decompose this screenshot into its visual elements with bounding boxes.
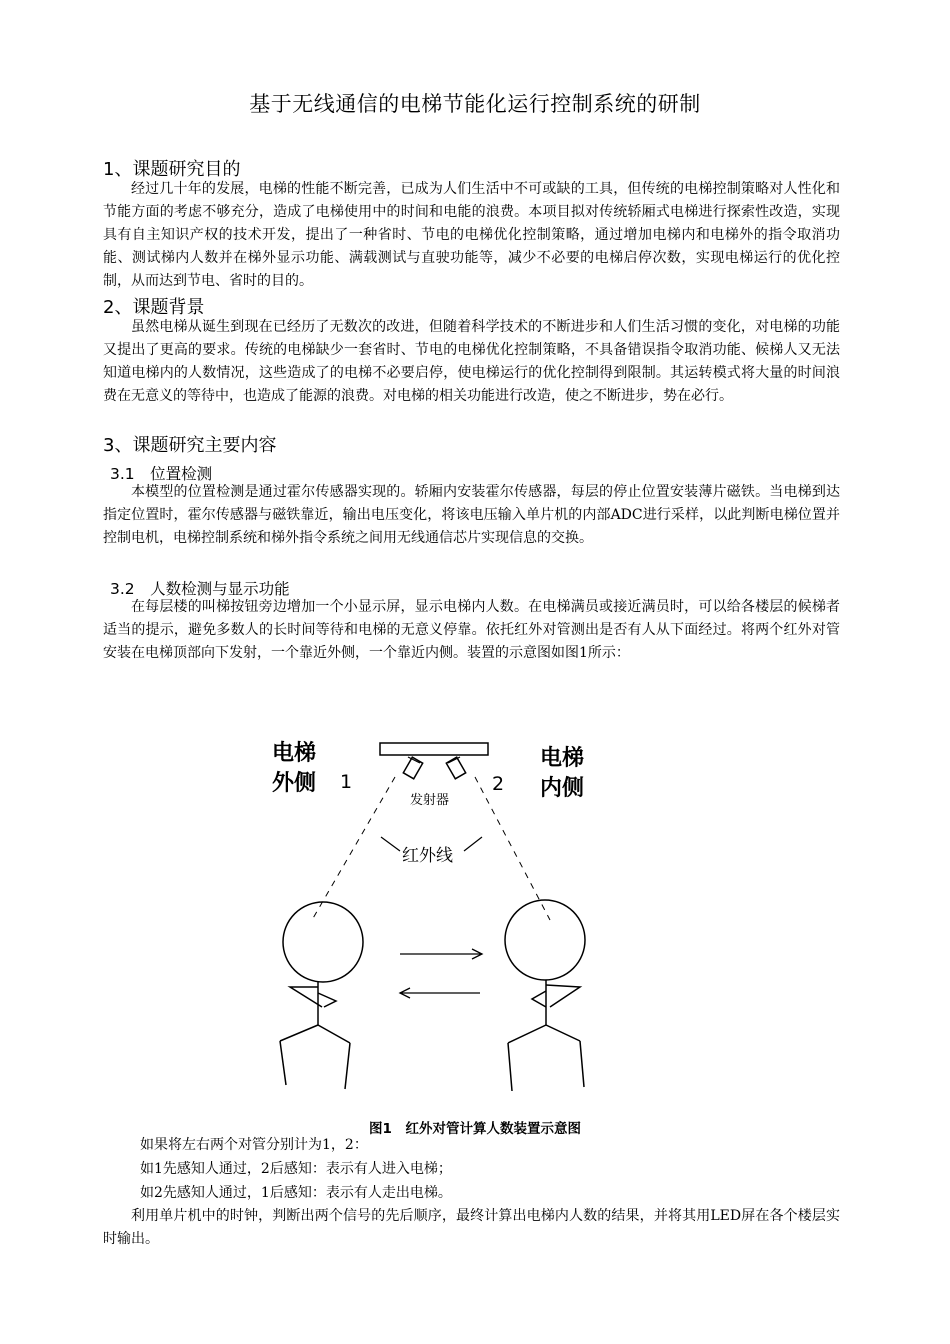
final-paragraph: 利用单片机中的时钟，判断出两个信号的先后顺序，最终计算出电梯内人数的结果，并将其用LED屏在各个楼层实时输出。 (103, 1208, 840, 1247)
infrared-pointer-right (464, 837, 482, 851)
infrared-beam-right (475, 777, 550, 920)
figure-caption: 图1 红外对管计算人数装置示意图 (369, 1121, 581, 1137)
enter-rule-line: 如1先感知人通过，2后感知：表示有人进入电梯； (140, 1161, 452, 1177)
arrow-left-icon (400, 988, 480, 998)
label-elevator-outside-1: 电梯 (272, 741, 317, 766)
sensor-assignment-line: 如果将左右两个对管分别计为1，2： (140, 1137, 368, 1153)
person-outside-figure (280, 902, 363, 1089)
sensor-right-icon (446, 757, 465, 779)
person-inside-figure (505, 900, 585, 1091)
sensor-left-icon (403, 757, 422, 779)
section-paragraph-background: 虽然电梯从诞生到现在已经历了无数次的改进，但随着科学技术的不断进步和人们生活习惯的变化，对电梯的功能又提出了更高的要求。传统的电梯缺少一套省时、节电的电梯优化控制策略，不具备错误指令取消功能、候梯人又无法知道电梯内的人数情况，这些造成了的电梯不必要启停，使电梯运行的优化控制得到限制。其运转模式将大量的时间浪费在无意义的等待中，也造成了能源的浪费。对电梯的相关功能进行改造，使之不断进步，势在必行。 (103, 319, 840, 404)
document-title: 基于无线通信的电梯节能化运行控制系统的研制 (249, 92, 701, 116)
section-heading-purpose: 1、课题研究目的 (103, 159, 241, 180)
section-heading-background: 2、课题背景 (103, 297, 205, 318)
label-infrared: 红外线 (402, 846, 453, 866)
subsection-heading-people-count: 3.2 人数检测与显示功能 (110, 580, 290, 598)
label-elevator-inside-2: 内侧 (540, 776, 585, 801)
infrared-pointer-left (381, 837, 400, 851)
emitter-bar (380, 743, 488, 755)
label-sensor-number-1: 1 (340, 771, 353, 793)
section-paragraph-purpose: 经过几十年的发展，电梯的性能不断完善，已成为人们生活中不可或缺的工具，但传统的电梯控制策略对人性化和节能方面的考虑不够充分，造成了电梯使用中的时间和电能的浪费。本项目拟对传统轿厢式电梯进行探索性改造，实现具有自主知识产权的技术开发，提出了一种省时、节电的电梯优化控制策略，通过增加电梯内和电梯外的指令取消功能、测试梯内人数并在梯外显示功能、满载测试与直驶功能等，减少不必要的电梯启停次数，实现电梯运行的优化控制，从而达到节电、省时的目的。 (103, 181, 840, 289)
label-sensor-number-2: 2 (492, 773, 505, 795)
subsection-heading-position: 3.1 位置检测 (110, 465, 213, 483)
exit-rule-line: 如2先感知人通过，1后感知：表示有人走出电梯。 (140, 1185, 452, 1201)
subsection-paragraph-position: 本模型的位置检测是通过霍尔传感器实现的。轿厢内安装霍尔传感器，每层的停止位置安装薄片磁铁。当电梯到达指定位置时，霍尔传感器与磁铁靠近，输出电压变化，将该电压输入单片机的内部ADC进行采样，以此判断电梯位置并控制电机，电梯控制系统和梯外指令系统之间用无线通信芯片实现信息的交换。 (103, 484, 840, 546)
infrared-counter-diagram (250, 725, 620, 1115)
subsection-paragraph-people-count: 在每层楼的叫梯按钮旁边增加一个小显示屏，显示电梯内人数。在电梯满员或接近满员时，可以给各楼层的候梯者适当的提示，避免多数人的长时间等待和电梯的无意义停靠。依托红外对管测出是否有人从下面经过。将两个红外对管安装在电梯顶部向下发射，一个靠近外侧，一个靠近内侧。装置的示意图如图1所示： (103, 599, 840, 661)
label-elevator-inside-1: 电梯 (540, 746, 585, 771)
label-emitter: 发射器 (410, 793, 450, 808)
infrared-beam-left (312, 777, 395, 920)
section-heading-main-content: 3、课题研究主要内容 (103, 435, 277, 456)
arrow-right-icon (400, 949, 482, 959)
label-elevator-outside-2: 外侧 (272, 771, 317, 796)
